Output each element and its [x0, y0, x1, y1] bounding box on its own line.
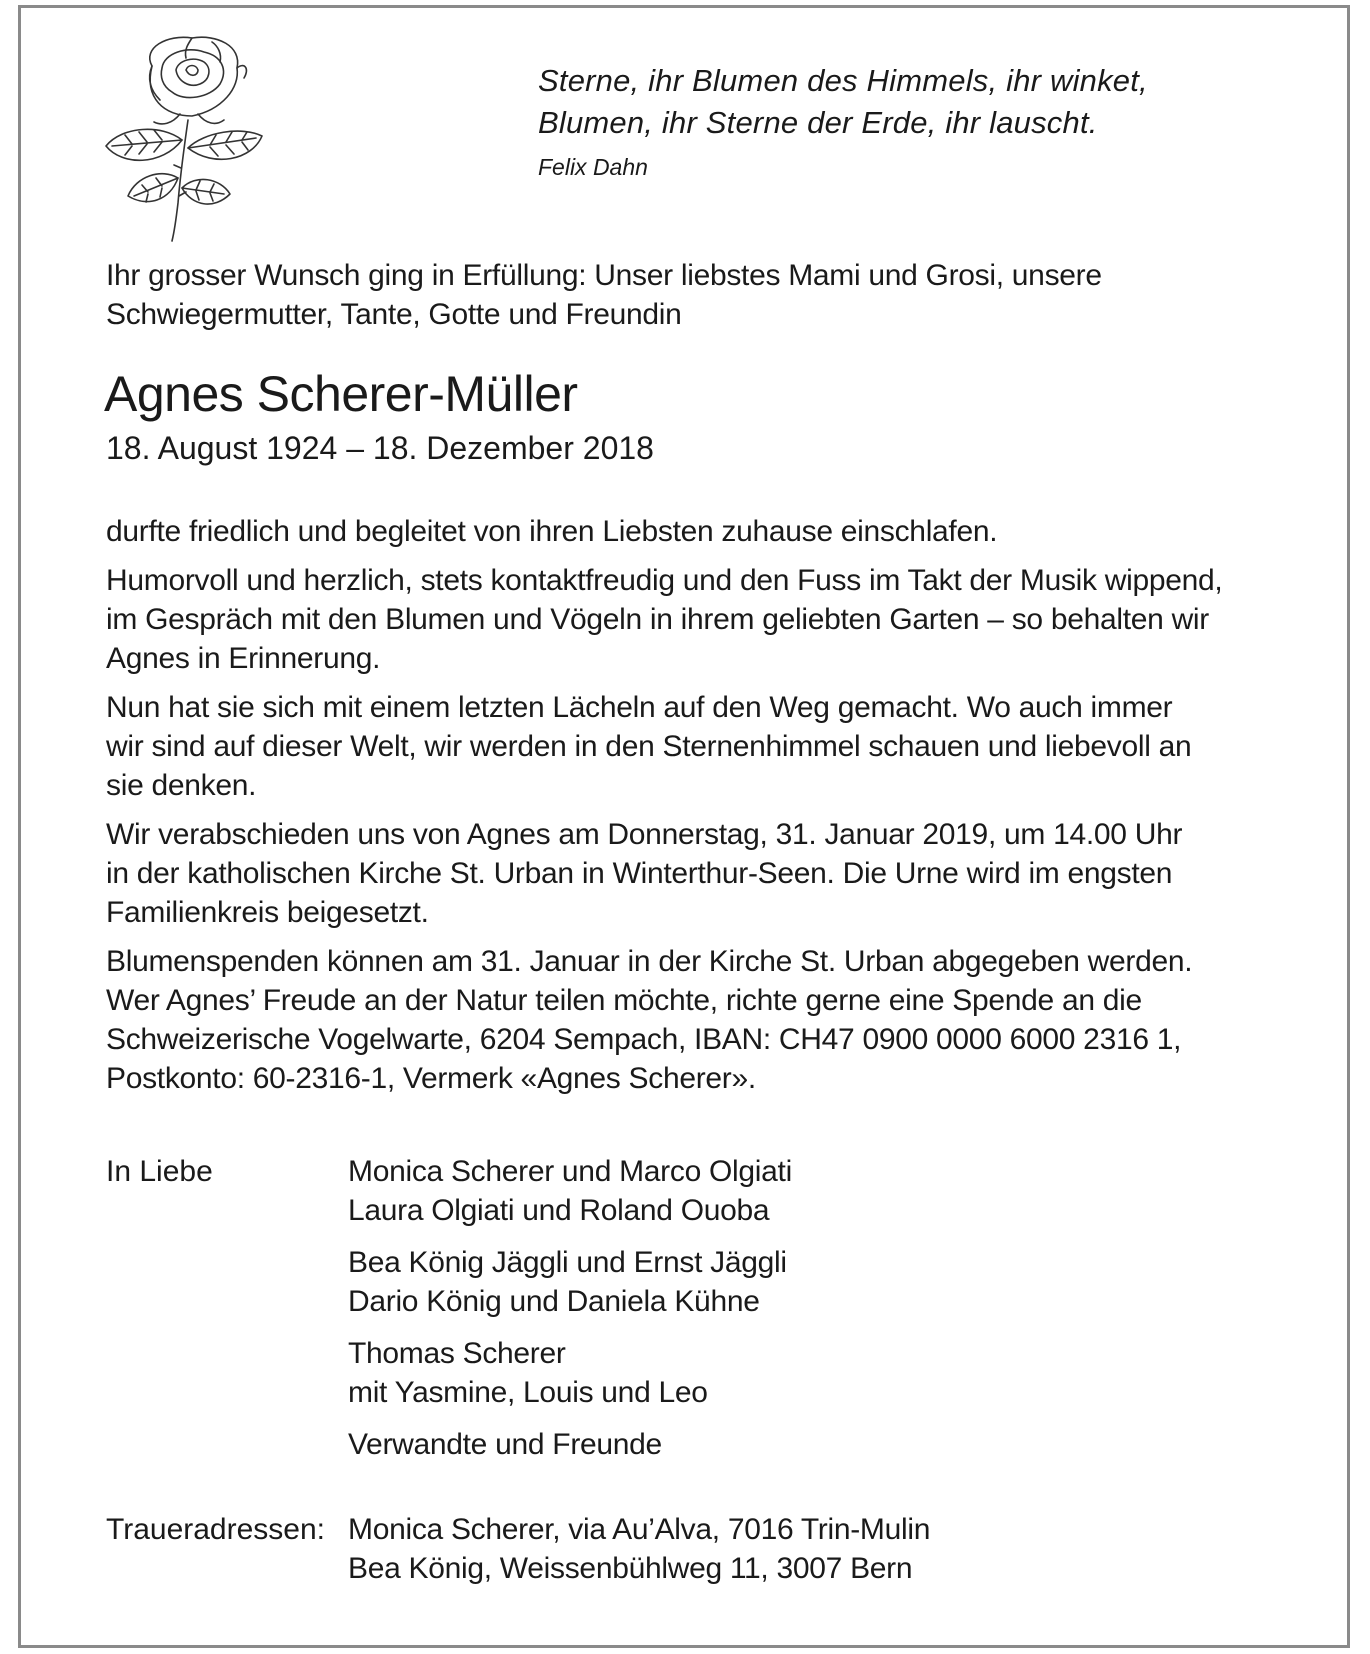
paragraph [106, 561, 1346, 678]
quote [538, 60, 1148, 182]
paragraph-line: Humorvoll und herzlich, stets kontaktfreudig und den Fuss im Takt der Musik wippend, [106, 564, 1223, 597]
rose-illustration-icon [92, 28, 282, 243]
signatory-line: mit Yasmine, Louis und Leo [348, 1376, 708, 1409]
paragraph-line: Blumenspenden können am 31. Januar in der Kirche St. Urban abgegeben werden. [106, 945, 1193, 978]
paragraph [106, 942, 1346, 1098]
paragraph-line: Wer Agnes’ Freude an der Natur teilen möchte, richte gerne eine Spende an die [106, 984, 1142, 1017]
paragraph [106, 688, 1346, 805]
paragraph-line: durfte friedlich und begleitet von ihren Liebsten zuhause einschlafen. [106, 515, 998, 548]
paragraph-line: Nun hat sie sich mit einem letzten Lächeln auf den Weg gemacht. Wo auch immer [106, 691, 1173, 724]
paragraph-line: in der katholischen Kirche St. Urban in Winterthur-Seen. Die Urne wird im engsten [106, 857, 1173, 890]
address-line: Bea König, Weissenbühlweg 11, 3007 Bern [348, 1552, 913, 1585]
signatory-line: Verwandte und Freunde [348, 1428, 662, 1461]
paragraph [106, 815, 1346, 932]
addresses-label: Traueradressen: [106, 1513, 325, 1546]
address-line: Monica Scherer, via Au’Alva, 7016 Trin-Mulin [348, 1513, 931, 1546]
paragraph-line: im Gespräch mit den Blumen und Vögeln in ihrem geliebten Garten – so behalten wir [106, 603, 1209, 636]
signatory-group [348, 1425, 792, 1464]
quote-author: Felix Dahn [538, 154, 648, 180]
deceased-name: Agnes Scherer-Müller [104, 366, 578, 422]
signatory-line: Bea König Jäggli und Ernst Jäggli [348, 1246, 787, 1279]
paragraph-line: Wir verabschieden uns von Agnes am Donnerstag, 31. Januar 2019, um 14.00 Uhr [106, 818, 1183, 851]
paragraph-line: wir sind auf dieser Welt, wir werden in den Sternenhimmel schauen und liebevoll an [106, 730, 1192, 763]
signatories-list [348, 1152, 792, 1477]
intro-line: Ihr grosser Wunsch ging in Erfüllung: Unser liebstes Mami und Grosi, unsere [106, 259, 1102, 292]
signatory-line: Monica Scherer und Marco Olgiati [348, 1155, 792, 1188]
paragraph-line: Postkonto: 60-2316-1, Vermerk «Agnes Scherer». [106, 1062, 756, 1095]
quote-line: Blumen, ihr Sterne der Erde, ihr lauscht. [538, 105, 1098, 140]
body-text [106, 512, 1346, 1098]
paragraph-line: Schweizerische Vogelwarte, 6204 Sempach, IBAN: CH47 0900 0000 6000 2316 1, [106, 1023, 1182, 1056]
addresses-list [348, 1510, 930, 1588]
intro-line: Schwiegermutter, Tante, Gotte und Freundin [106, 298, 682, 331]
signatory-group [348, 1152, 792, 1230]
signatory-line: Dario König und Daniela Kühne [348, 1285, 760, 1318]
signatory-group [348, 1243, 792, 1321]
paragraph-line: sie denken. [106, 769, 257, 802]
intro-text [106, 256, 1336, 334]
paragraph-line: Familienkreis beigesetzt. [106, 896, 429, 929]
signatory-line: Thomas Scherer [348, 1337, 566, 1370]
paragraph-line: Agnes in Erinnerung. [106, 642, 381, 675]
signatory-line: Laura Olgiati und Roland Ouoba [348, 1194, 770, 1227]
quote-line: Sterne, ihr Blumen des Himmels, ihr winket, [538, 63, 1148, 98]
signatories-label: In Liebe [106, 1155, 213, 1188]
signatory-group [348, 1334, 792, 1412]
deceased-dates: 18. August 1924 – 18. Dezember 2018 [106, 430, 654, 466]
paragraph [106, 512, 1346, 551]
